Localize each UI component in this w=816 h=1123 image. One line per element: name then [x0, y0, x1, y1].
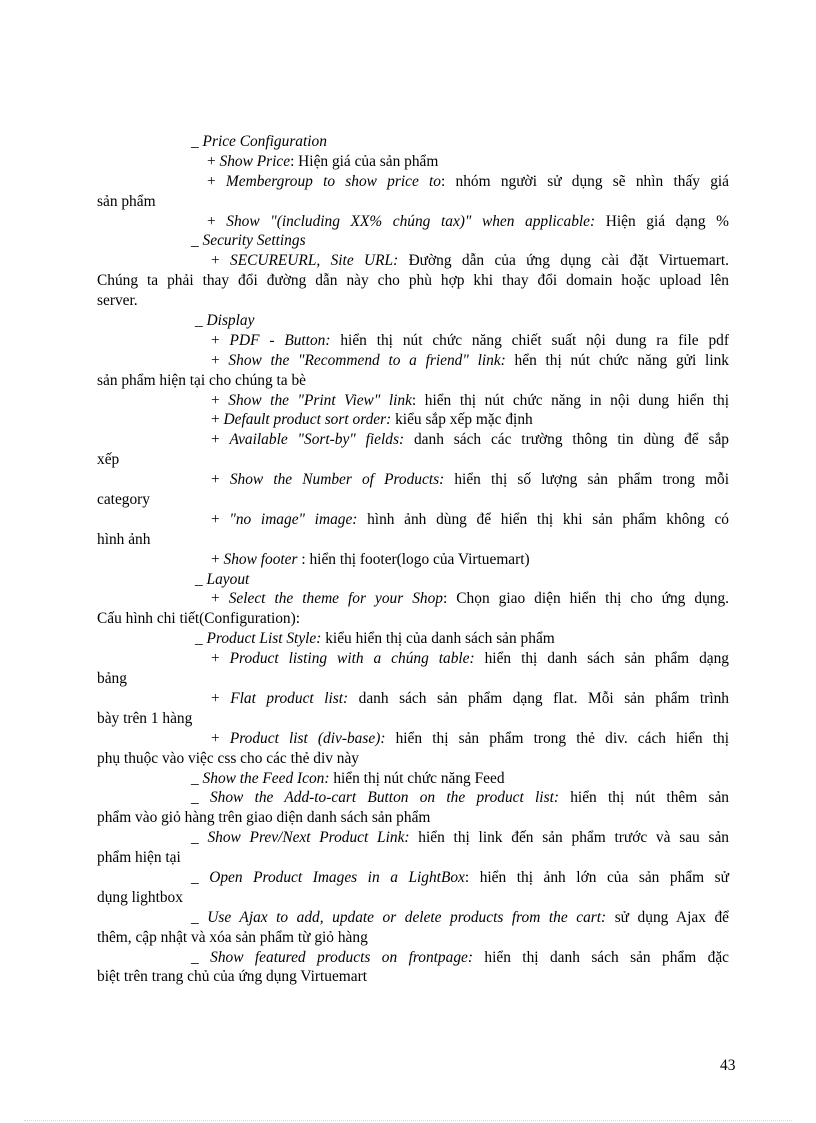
line-bullet: +: [211, 689, 231, 707]
text-line: [97, 570, 729, 590]
line-text: bày trên 1 hàng: [97, 709, 193, 727]
line-bullet: _: [191, 789, 210, 807]
bottom-rule: [24, 1120, 792, 1121]
line-term: SECUREURL, Site URL:: [230, 252, 399, 270]
text-line: [97, 231, 729, 251]
text-line: [97, 430, 729, 450]
text-line: [97, 291, 729, 311]
line-term: Show the Add-to-cart Button on the product list:: [209, 789, 559, 807]
text-line: [97, 410, 729, 430]
line-text: : nhóm người sử dụng sẽ nhìn thấy giá: [441, 172, 730, 190]
line-term: Show the Feed Icon:: [202, 769, 330, 787]
text-line: [97, 669, 729, 689]
line-bullet: +: [211, 590, 229, 608]
text-line: [97, 709, 729, 729]
line-text: server.: [97, 292, 138, 310]
line-text: hiển thị sản phẩm trong thẻ div. cách hiển thị: [385, 729, 730, 747]
line-text: danh sách các trường thông tin dùng để sắp: [404, 431, 730, 449]
line-bullet: +: [207, 152, 220, 170]
line-text: sản phẩm hiện tại cho chúng ta bè: [97, 371, 306, 389]
line-text: bảng: [97, 670, 127, 688]
text-line: [97, 132, 729, 152]
line-term: Show Price: [219, 152, 291, 170]
line-bullet: +: [211, 252, 231, 270]
line-term: Display: [206, 312, 255, 330]
text-line: [97, 629, 729, 649]
line-text: Đường dẫn của ứng dụng cài đặt Virtuemart.: [398, 252, 729, 270]
line-text: : hiển thị footer(logo của Virtuemart): [297, 550, 530, 568]
text-line: [97, 589, 729, 609]
text-line: [97, 769, 729, 789]
line-bullet: +: [211, 351, 229, 369]
line-term: Use Ajax to add, update or delete products from the cart:: [207, 908, 607, 926]
line-bullet: _: [191, 769, 203, 787]
line-term: Default product sort order:: [223, 411, 392, 429]
text-line: [97, 828, 729, 848]
line-bullet: +: [207, 172, 226, 190]
text-line: [97, 550, 729, 570]
text-line: [97, 948, 729, 968]
line-text: hiển thị nút thêm sản: [558, 789, 729, 807]
line-term: Layout: [206, 570, 250, 588]
text-line: [97, 788, 729, 808]
line-text: : Hiện giá của sản phẩm: [290, 152, 439, 170]
line-text: : hiển thị ảnh lớn của sản phẩm sử: [464, 868, 729, 886]
line-term: Product listing with a chúng table:: [229, 650, 475, 668]
line-term: Show footer: [223, 550, 298, 568]
line-bullet: _: [191, 908, 208, 926]
line-bullet: _: [195, 630, 207, 648]
line-text: hiển thị nút chức năng Feed: [329, 769, 505, 787]
line-term: Product list (div-base):: [229, 729, 386, 747]
text-line: [97, 490, 729, 510]
text-line: [97, 391, 729, 411]
line-text: Hiện giá dạng %: [595, 212, 729, 230]
text-line: [97, 928, 729, 948]
line-text: category: [97, 491, 150, 509]
line-text: hiển thị danh sách sản phẩm đặc: [472, 948, 729, 966]
line-term: Open Product Images in a LightBox: [209, 868, 465, 886]
line-term: Available "Sort-by" fields:: [229, 431, 405, 449]
line-text: hiển thị số lượng sản phẩm trong mỗi: [444, 471, 730, 489]
text-line: [97, 192, 729, 212]
line-bullet: _: [191, 133, 203, 150]
text-line: [97, 152, 729, 172]
line-term: Show the Number of Products:: [229, 471, 445, 489]
text-line: [97, 172, 729, 192]
line-term: Show "(including XX% chúng tax)" when applicable:: [226, 212, 596, 230]
line-term: Security Settings: [202, 232, 306, 250]
line-bullet: _: [191, 868, 210, 886]
text-line: [97, 908, 729, 928]
line-bullet: +: [211, 550, 224, 568]
line-term: "no image" image:: [229, 510, 358, 528]
text-line: [97, 609, 729, 629]
line-text: kiểu sắp xếp mặc định: [391, 411, 533, 429]
line-text: xếp: [97, 451, 120, 469]
line-text: sử dụng Ajax để: [606, 908, 729, 926]
line-text: dụng lightbox: [97, 888, 183, 906]
text-line: [97, 450, 729, 470]
page-number: 43: [720, 1057, 736, 1074]
line-text: hiển thị link đến sản phẩm trước và sau sản: [409, 829, 729, 847]
text-line: [97, 371, 729, 391]
line-text: phẩm hiện tại: [97, 849, 181, 867]
line-text: : Chọn giao diện hiển thị cho ứng dụng.: [443, 590, 730, 608]
line-bullet: _: [195, 312, 207, 330]
line-bullet: _: [191, 948, 211, 966]
text-line: [97, 530, 729, 550]
line-text: hình ảnh: [97, 530, 151, 548]
text-line: [97, 470, 729, 490]
line-bullet: _: [195, 570, 207, 588]
line-text: : hiển thị nút chức năng in nội dung hiển thị: [411, 391, 729, 409]
text-line: [97, 749, 729, 769]
text-line: [97, 351, 729, 371]
line-bullet: +: [211, 650, 230, 668]
line-term: Show Prev/Next Product Link:: [207, 829, 410, 847]
text-line: [97, 888, 729, 908]
line-bullet: +: [207, 212, 227, 230]
line-term: Show featured products on frontpage:: [210, 948, 473, 966]
page-body: [97, 132, 729, 987]
text-line: [97, 808, 729, 828]
line-bullet: +: [211, 729, 230, 747]
line-bullet: _: [191, 232, 203, 250]
line-bullet: +: [211, 431, 230, 449]
line-bullet: +: [211, 510, 230, 528]
text-line: [97, 649, 729, 669]
line-term: PDF - Button:: [229, 331, 331, 349]
text-line: [97, 729, 729, 749]
line-bullet: +: [211, 391, 229, 409]
text-line: [97, 967, 729, 987]
line-text: kiểu hiển thị của danh sách sản phẩm: [321, 630, 555, 648]
line-text: Chúng ta phải thay đổi đường dẫn này cho phù hợp khi thay đổi domain hoặc upload lên: [97, 272, 729, 290]
line-text: hiển thị danh sách sản phẩm dạng: [474, 650, 729, 668]
text-line: [97, 848, 729, 868]
line-bullet: +: [211, 331, 230, 349]
line-term: Membergroup to show price to: [225, 172, 442, 190]
line-term: Price Configuration: [202, 133, 327, 150]
line-term: Flat product list:: [230, 689, 349, 707]
text-line: [97, 510, 729, 530]
line-bullet: +: [211, 411, 224, 429]
text-line: [97, 251, 729, 271]
line-text: hình ảnh dùng để hiển thị khi sản phẩm không có: [357, 510, 729, 528]
line-text: sản phẩm: [97, 192, 156, 210]
line-text: hiển thị nút chức năng chiết suất nội dung ra file pdf: [330, 331, 729, 349]
line-text: hển thị nút chức năng gửi link: [505, 351, 729, 369]
text-line: [97, 212, 729, 232]
line-text: danh sách sản phẩm dạng flat. Mỗi sản phẩm trình: [348, 689, 730, 707]
line-text: phụ thuộc vào việc css cho các thẻ div này: [97, 749, 359, 767]
text-line: [97, 868, 729, 888]
text-line: [97, 331, 729, 351]
line-text: thêm, cập nhật và xóa sản phẩm từ giỏ hàng: [97, 928, 368, 946]
line-bullet: _: [191, 829, 208, 847]
text-line: [97, 689, 729, 709]
text-line: [97, 271, 729, 291]
line-text: phẩm vào giỏ hàng trên giao diện danh sách sản phẩm: [97, 809, 431, 827]
line-text: biệt trên trang chủ của ứng dụng Virtuemart: [97, 968, 367, 986]
line-term: Show the "Print View" link: [228, 391, 412, 409]
line-term: Select the theme for your Shop: [228, 590, 443, 608]
line-text: Cấu hình chi tiết(Configuration):: [97, 610, 301, 628]
text-line: [97, 311, 729, 331]
line-bullet: +: [211, 471, 230, 489]
line-term: Product List Style:: [206, 630, 322, 648]
line-term: Show the "Recommend to a friend" link:: [228, 351, 506, 369]
